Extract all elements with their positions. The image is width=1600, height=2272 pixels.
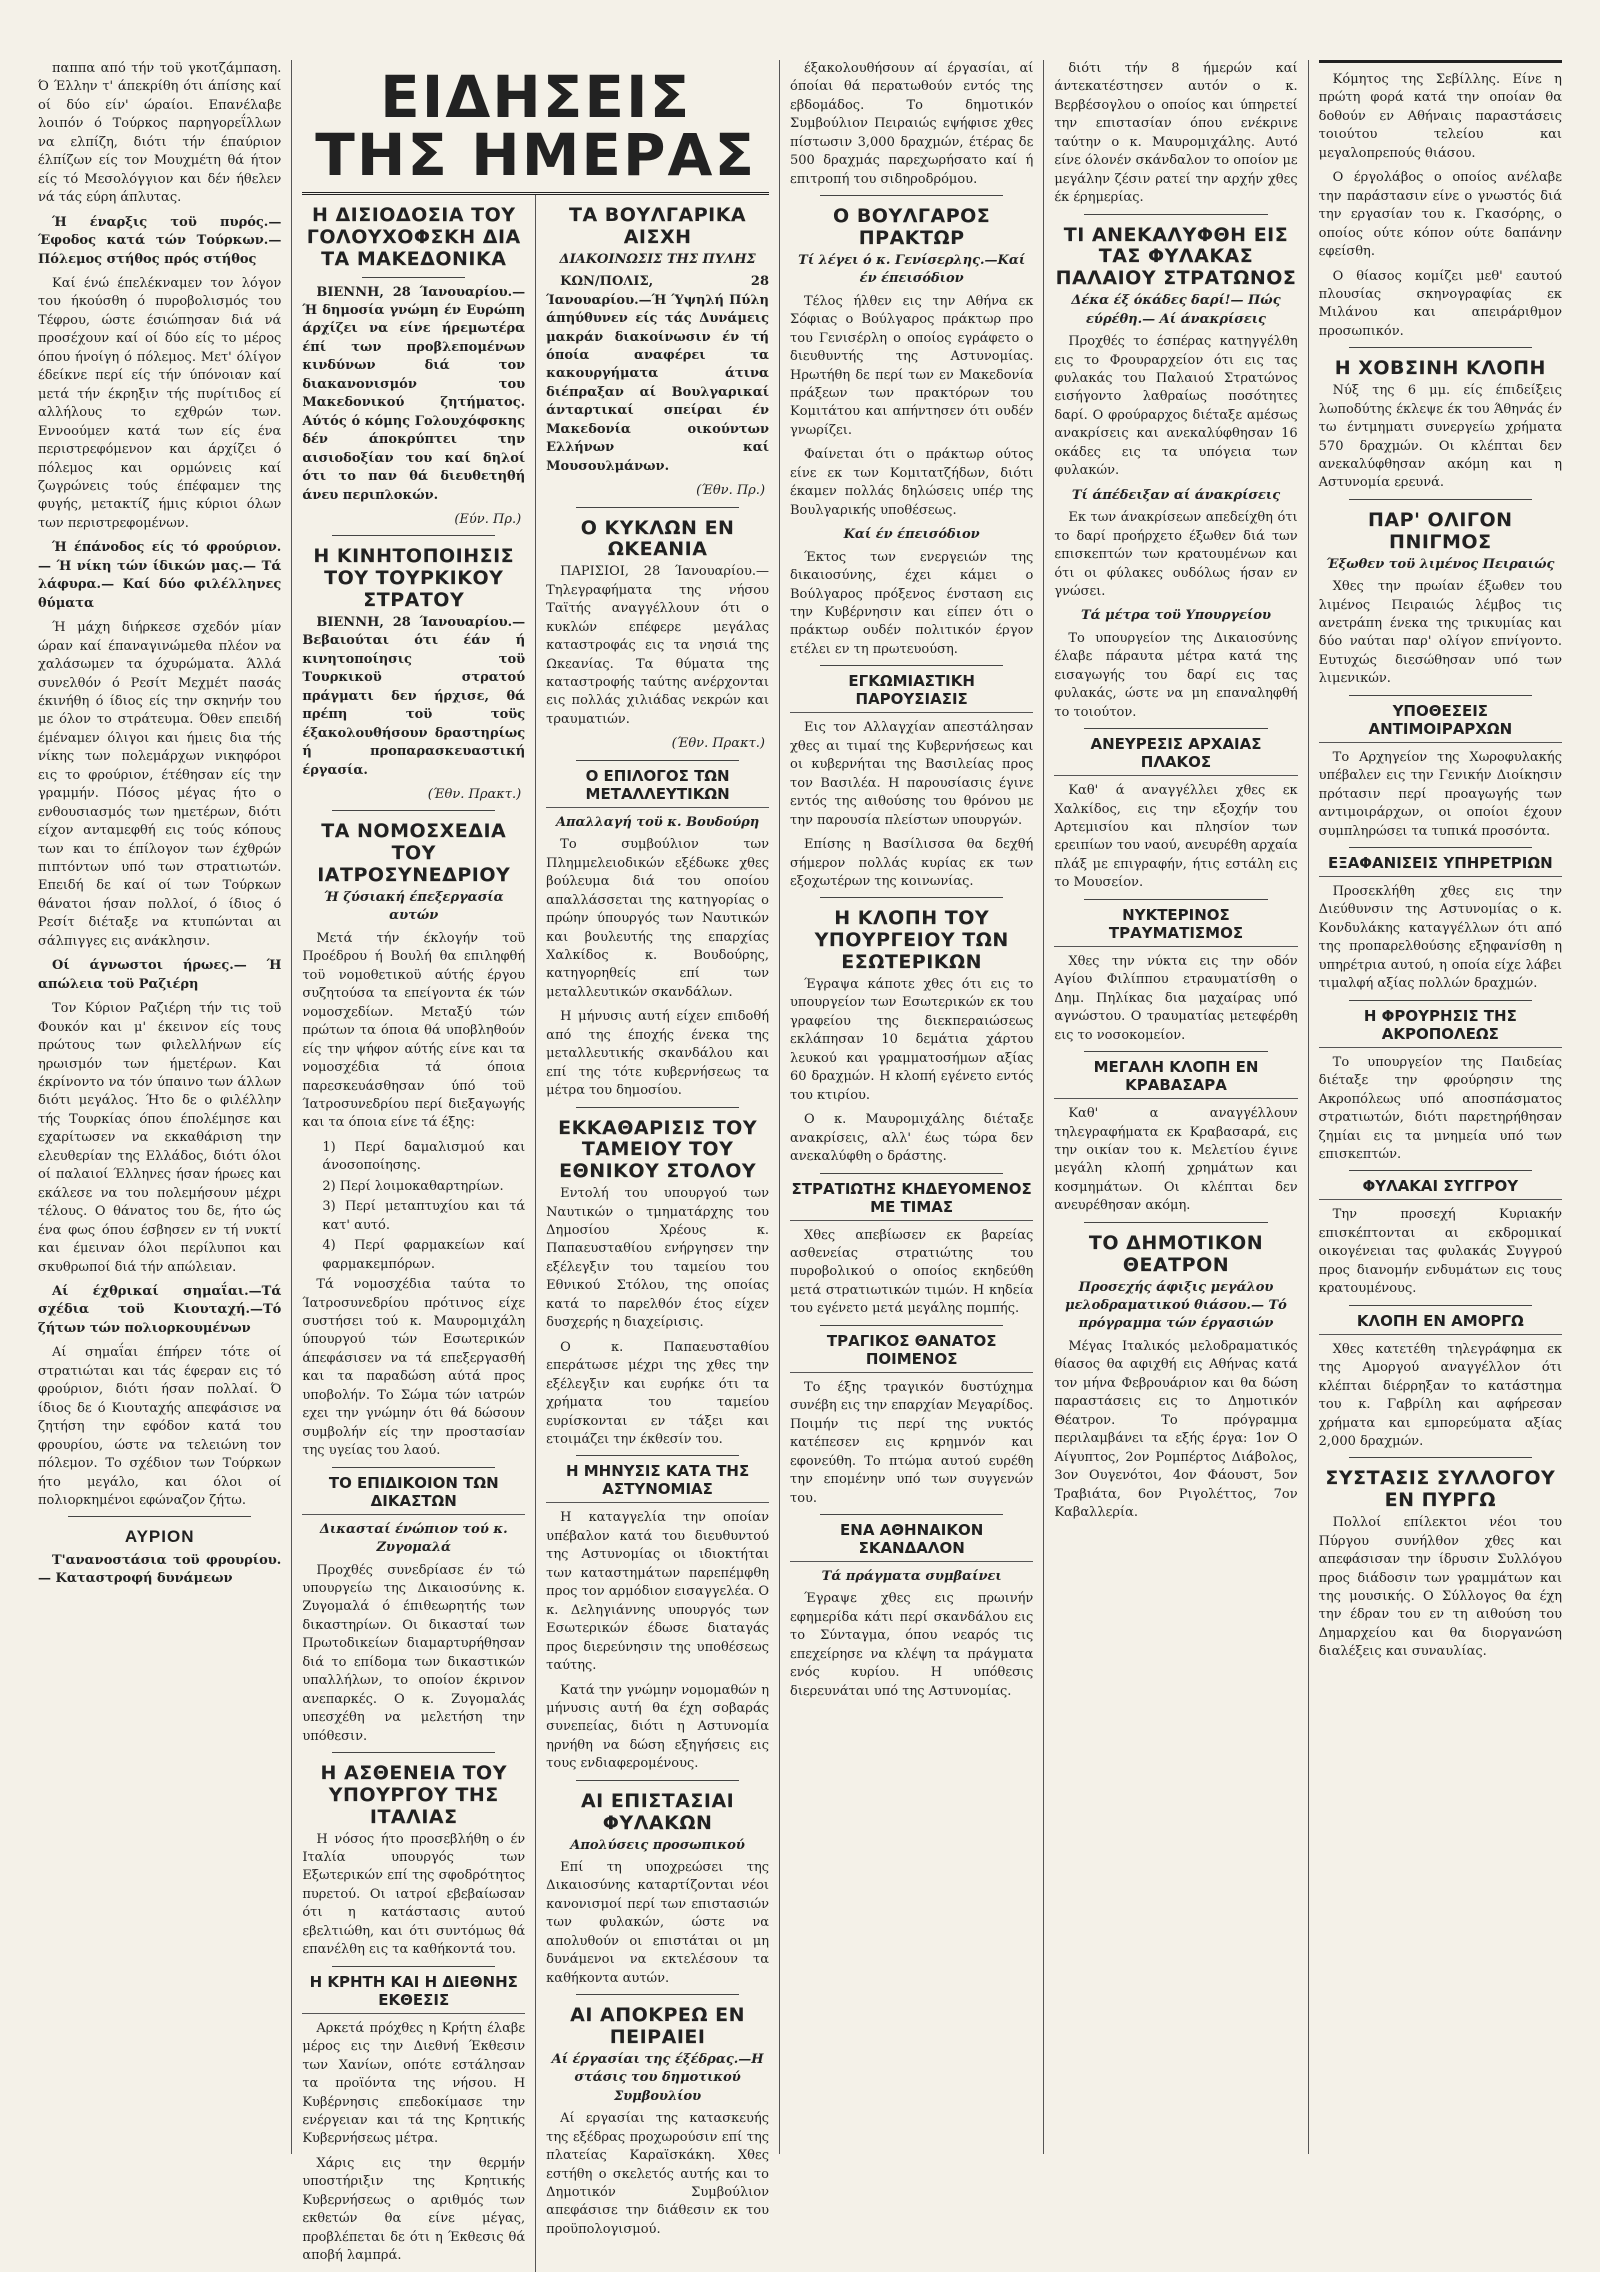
- article-headline: ΤΑ ΒΟΥΛΓΑΡΙΚΑ ΑΙΣΧΗ: [569, 204, 747, 248]
- divider: [332, 1966, 495, 1967]
- article-text: διότι τήν 8 ήμερών καί άντεκατέστησεν αυτόν ο κ. Βερβέσογλου ο οποίος και ύπηρετεί την επιστασίαν όπου ενέκρινε ταύτην ο κ. Μαυρομιχάλης. Αυτό είνε όλονέν σκάνδαλον το οποίον με μεγάλην ζέσιν ρατεί την αρχήν χθες έκ έρημερίας.: [1054, 61, 1298, 206]
- article-kicker: Τί άπέδειξαν αί άνακρίσεις: [1071, 487, 1281, 503]
- subheading: Ή έναρξις τοϋ πυρός.—Έφοδος κατά τών Τούρκων.— Πόλεμος στήθος πρός στήθος: [38, 214, 282, 267]
- divider: [1084, 899, 1267, 900]
- article-kicker: ΔΙΑΚΟΙΝΩΣΙΣ ΤΗΣ ΠΥΛΗΣ: [559, 251, 756, 267]
- article-text: Η καταγγελία την οποίαν υπέβαλον κατά του διευθυντού της Αστυνομίας οι ιδιοκτήται των καταστημάτων παρεπέμφθη προς τον αρμόδιον εισαγγελέα. Ο κ. Δεληγιάννης υπουργός των Εσωτερικών έδωσε διαταγάς προς διερεύνησιν της υποθέσεως ταύτης.: [546, 1510, 770, 1674]
- divider: [820, 1173, 1003, 1174]
- divider: [1084, 728, 1267, 729]
- divider: [820, 1325, 1003, 1326]
- subheading: Οί άγνωστοι ήρωες.— Ή απώλεια τοϋ Ραζιέρη: [38, 958, 282, 992]
- article-text: Καί ένώ έπελέκναμεν τον λόγον του ήκούσθη ό πυροβολισμός του Τέφρου, ώστε έσιώπησαν διά νά προσέχουν καί οί δύο είς το μέρος όπου ήνοίγη ό πόλεμος. Μετ' όλίγον έδείκνε περί είς τήν ύπόνοιαν καί μετά τήν έκρηξιν τής πυρίτιδος εί αλλήλους το εχθρών των. Εννοούμεν κατά των είς ένα περιστρεφόμενον και άρχίζει ό πόλεμος και ορμώνεις καί ζωγρώνεις τούς έπέφαμεν της φυγής, μετακτίζ ήμις κύριοι όλων των περιστρεφομένων.: [38, 275, 282, 531]
- article-text: ΠΑΡΙΣΙΟΙ, 28 Ίανουαρίου.—Τηλεγραφήματα της νήσου Ταϊτής αναγγέλλουν ότι ο κυκλών επέφερε μεγάλας καταστροφάς εις τα νησιά της Ωκεανίας. Τα θύματα της καταστροφής ταύτης ανέρχονται εις πολλάς χιλιάδας νεκρών και τραυματιών.: [546, 564, 770, 727]
- article-headline: ΜΕΓΑΛΗ ΚΛΟΠΗ ΕΝ ΚΡΑΒΑΣΑΡΑ: [1054, 1058, 1297, 1099]
- article-kicker: Απολύσεις προσωπικού: [570, 1837, 745, 1853]
- top-rule: [1319, 60, 1562, 63]
- article-headline: ΠΑΡ' ΟΛΙΓΟΝ ΠΝΙΓΜΟΣ: [1368, 508, 1513, 553]
- article-text: Επίσης η Βασίλισσα θα δεχθή σήμερον πολλάς κυρίας εκ των εξοχωτέρων της κοινωνίας.: [790, 837, 1034, 889]
- article-text: Η μήνυσις αυτή είχεν επιδοθή από της έποχής ένεκα της μεταλλευτικής σκανδάλου και επί της τότε κυβερνήσεως τα μέτρα του δημοσίου.: [546, 1009, 770, 1099]
- article-text: Έγραψε χθες εις πρωινήν εφημερίδα κάτι περί σκανδάλου εις το Σύνταγμα, όπου νεαρός τις επεχείρησε να κλέψη τα πράγματα ενός κυρίου. Η υπόθεσις διερευνάται υπό της Αστυνομίας.: [790, 1591, 1034, 1699]
- divider: [820, 195, 1003, 196]
- article-text: έξακολουθήσουν αί έργασίαι, αί όποίαι θά περατωθούν εντός της εβδομάδος. Το δημοτικόν Συμβούλιον Πειραιώς εψήφισε χθες πίστωσιν 3,000 δραχμών, έτέρας δε 500 δραχμάς παρεχωρήσατο καί ή επιτροπή του σιδηροδρόμου.: [790, 61, 1034, 187]
- article-headline: ΣΥΣΤΑΣΙΣ ΣΥΛΛΟΓΟΥ ΕΝ ΠΥΡΓΩ: [1325, 1467, 1556, 1512]
- article-text: Αί εργασίαι της κατασκευής της εξέδρας προχωρούσιν επί της πλατείας Καραϊσκάκη. Χθες εστήθη ο σκελετός αυτής και το Δημοτικόν Συμβούλιον απεφάσισε την διάθεσιν εκ του προϋπολογισμού.: [546, 2111, 770, 2237]
- divider: [332, 810, 495, 811]
- article-text: ΚΩΝ/ΠΟΛΙΣ, 28 Ίανουαρίου.—Ή Ύψηλή Πύλη άπηύθυνεν είς τάς Δυνάμεις μακράν διακοίνωσιν έν τή όποία αναφέρει τα κακουργήματα άτινα διέπραξαν αί Βουλγαρικαί άνταρτικαί σπείραι έν Μακεδονία οικούντων Ελλήνων καί Μουσουλμάνων.: [546, 274, 770, 474]
- article-text: Ο θίασος κομίζει μεθ' εαυτού πλουσίας σκηνογραφίας εκ Μιλάνου και απειράριθμον προσωπικόν.: [1318, 268, 1562, 339]
- divider: [1349, 347, 1532, 348]
- article-headline: ΝΥΚΤΕΡΙΝΟΣ ΤΡΑΥΜΑΤΙΣΜΟΣ: [1054, 906, 1297, 947]
- article-text: Προχθές το έσπέρας κατηγγέλθη εις το Φρουραρχείον ότι εις τας φυλακάς του Παλαιού Στρατώνος εισήγοντο λαθραίως ποσότητες δαρί. Ο φρούραρχος διέταξε αμέσως ανακρίσεις και ανεκαλύφθησαν 16 οκάδες εις τα υπόγεια των φυλακών.: [1054, 334, 1298, 479]
- divider: [820, 897, 1003, 898]
- article-headline: Η ΜΗΝΥΣΙΣ ΚΑΤΑ ΤΗΣ ΑΣΤΥΝΟΜΙΑΣ: [546, 1462, 769, 1503]
- article-kicker: Τά πράγματα συμβαίνει: [821, 1568, 1002, 1584]
- article-text: Ο κ. Παπαευσταθίου επεράτωσε μέχρι της χθες την εξέλεγξιν και ευρήκε ότι τα χρήματα του ταμείου ευρίσκονται εν τάξει και ετοιμάζει την έκθεσίν του.: [546, 1339, 770, 1448]
- article-headline: ΑΙ ΕΠΙΣΤΑΣΙΑΙ ΦΥΛΑΚΩΝ: [580, 1789, 735, 1834]
- article-text: Κατά την γνώμην νομομαθών η μήνυσις αυτή θα έχη σοβαράς συνεπείας, διότι η Αστυνομία ηρνήθη να δώση εξηγήσεις εις τους ενδιαφερομένους.: [546, 1682, 770, 1772]
- divider: [576, 1455, 739, 1456]
- divider: [1084, 1222, 1267, 1223]
- article-headline: ΤΑ ΝΟΜΟΣΧΕΔΙΑ ΤΟΥ ΙΑΤΡΟΣΥΝΕΔΡΙΟΥ: [317, 820, 511, 887]
- article-headline: Η ΔΙΣΙΟΔΟΣΙΑ ΤΟΥ ΓΟΛΟΥΧΟΦΣΚΗ ΔΙΑ ΤΑ ΜΑΚΕΔΟΝΙΚΑ: [306, 204, 521, 270]
- article-text: Αρκετά πρόχθες η Κρήτη έλαβε μέρος εις την Διεθνή Έκθεσιν των Χανίων, οπότε εστάλησαν τα προϊόντα της νήσου. Η Κυβέρνησις επεδοκίμασε την ενέργειαν και τά της Κρητικής Κυβερνήσεως μέτρα.: [302, 2020, 526, 2147]
- tomorrow-sub: Τ'ανανοστάσια τοϋ φρουρίου.— Καταστροφή δυνάμεων: [38, 1552, 282, 1587]
- article-text: Χθες απεβίωσεν εκ βαρείας ασθενείας στρατιώτης του πυροβολικού ο οποίος εκηδεύθη μετά στρατιωτικών τιμών. Η κηδεία του εγένετο μετά μεγάλης πομπής.: [790, 1227, 1034, 1317]
- divider: [332, 1467, 495, 1468]
- divider: [576, 507, 739, 508]
- article-text: παππα από τήν τοϋ γκοτζάμπαση. Ό Έλλην τ' άπεκρίθη ότι άπίσης καί οί δύο είν' ώραίοι. Επανέλαβε λοιπόν ό Τούρκος παρηγορεΐλλων να ελπίζη, διότι τήν έπαύριον έλπίζων είς τον Μουχμέτη θά ήτον είς τό Μεσολόγγιον και δέν ήθελεν νά τάς εύρη άπλυτας.: [38, 61, 282, 206]
- article-text: Χθες την νύκτα εις την οδόν Αγίου Φιλίππου ετραυματίσθη ο Δημ. Πηλίκας δια μαχαίρας υπό αγνώστου. Ο τραυματίας μετεφέρθη εις το νοσοκομείον.: [1054, 953, 1298, 1043]
- article-text: Φαίνεται ότι ο πράκτωρ ούτος είνε εκ των Κομιτατζήδων, διότι έκαμεν πολλάς δηλώσεις υπέρ της Βουλγαρικής υποθέσεως.: [790, 447, 1034, 518]
- list-item: 1) Περί δαμαλισμού και άνοσοποίησης.: [322, 1139, 526, 1174]
- article-text: Το υπουργείον της Παιδείας διέταξε την φρούρησιν της Ακροπόλεως υπό αποσπάσματος στρατιωτών, διότι παρετηρήθησαν ζημίαι εις τα μνημεία υπό των επισκεπτών.: [1318, 1054, 1562, 1163]
- article-text: Την προσεχή Κυριακήν επισκέπτονται αι εκδρομικαί οικογένειαι τας φυλακάς Συγγρού προς διανομήν ενδυμάτων εις τους κρατουμένους.: [1318, 1207, 1562, 1297]
- list-item: 2) Περί λοιμοκαθαρτηρίων.: [322, 1178, 504, 1194]
- divider: [332, 535, 495, 536]
- article-headline: ΕΓΚΩΜΙΑΣΤΙΚΗ ΠΑΡΟΥΣΙΑΣΙΣ: [790, 672, 1033, 713]
- column-2: [292, 195, 535, 2272]
- article-headline: ΕΝΑ ΑΘΗΝΑΙΚΟΝ ΣΚΑΝΔΑΛΟΝ: [790, 1521, 1033, 1562]
- divider: [820, 1514, 1003, 1515]
- article-text: Το Αρχηγείον της Χωροφυλακής υπέβαλεν εις την Γενικήν Διοίκησιν πρότασιν περί προαγωγής των αντιμοιράρχων, οι οποίοι έχουν συμπληρώσει τα τυπικά προσόντα.: [1318, 749, 1562, 839]
- news-of-the-day-section: [291, 60, 779, 2264]
- list-item: 3) Περί μεταπτυχίου και τά κατ' αυτό.: [322, 1199, 526, 1233]
- divider: [576, 1780, 739, 1781]
- article-text: Τέλος ήλθεν εις την Αθήνα εκ Σόφιας ο Βούλγαρος πράκτωρ προ του Γενισέρλη ο οποίος εγράφετο ο διευθυντής της Αστυνομίας. Ηρωτήθη δε περί των εν Μακεδονία πράξεων των πρακτόρων του Κομιτάτου και απήντησεν ότι ουδέν γνωρίζει.: [790, 293, 1034, 438]
- article-kicker: Τά μέτρα τοϋ Υπουργείου: [1080, 608, 1272, 624]
- divider: [68, 1516, 251, 1517]
- article-text: Νύξ της 6 μμ. είς έπιδείξεις λωποδύτης έκλεψε έκ του Άθηνάς έν τω έντμηματι συνεργείω χρήματα 570 δραχμών. Οι κλέπται δεν ανεκαλύφθησαν ακόμη και η Αστυνομία ερευνά.: [1318, 383, 1562, 491]
- divider: [1349, 1305, 1532, 1306]
- masthead: ΕΙΔΗΣΕΙΣ ΤΗΣ ΗΜΕΡΑΣ: [302, 60, 769, 195]
- article-kicker: Προσεχής άφιξις μεγάλου μελοδραματικού θιάσου.— Τό πρόγραμμα τών έργασιών: [1065, 1279, 1287, 1332]
- article-headline: Η ΦΡΟΥΡΗΣΙΣ ΤΗΣ ΑΚΡΟΠΟΛΕΩΣ: [1319, 1007, 1562, 1048]
- article-headline: ΣΤΡΑΤΙΩΤΗΣ ΚΗΔΕΥΟΜΕΝΟΣ ΜΕ ΤΙΜΑΣ: [790, 1180, 1033, 1221]
- article-text: Ή μάχη διήρκεσε σχεδόν μίαν ώραν καί έπαναγινώμεθα πλέον να χαλάσωμεν τα όχυρώματα. Άλλά συνελθόν ό Ρεσίτ Μεχμέτ πασάς έκινήθη ό ίδιος είς την σκηνήν του με όλον το στράτευμα. Όθεν επειδή έμέναμεν όλιγοι και ήμεις δια τής νίκης των πολεμάρχων νικηφόροι εις το φρούριον, έτέθησαν είς την γραμμήν. Πόσος μέγας ήτο ο ενθουσιασμός των ημετέρων, διότι είχον ανταμεφθή εις τούς κόπους των και το έπίλογον των έχθρών πιπτόντων υπό των στρατιωτών. Επειδή δε καί οί των Τούρκων θάνατοι ήσαν πολλοί, ό ίδιος ό Ρεσίτ διέταξε να κτυπώνται αι σάλπιγγες εις ανάκλησιν.: [38, 620, 282, 949]
- article-headline: ΤΙ ΑΝΕΚΑΛΥΦΘΗ ΕΙΣ ΤΑΣ ΦΥΛΑΚΑΣ ΠΑΛΑΙΟΥ ΣΤΡΑΤΩΝΟΣ: [1055, 223, 1297, 290]
- article-text: Χθες την πρωίαν έξωθεν του λιμένος Πειραιώς λέμβος τις ανετράπη ένεκα της τρικυμίας και δύο ναύται παρ' ολίγον επνίγοντο. Ευτυχώς διεσώθησαν υπό των λιμενικών.: [1318, 579, 1562, 687]
- article-text: Καθ' ά αναγγέλλει χθες εκ Χαλκίδος, εις την εξοχήν του Αρτεμισίου και πλησίον των ερειπίων του ναού, ανευρέθη αρχαία πλάξ με επιγραφήν, ήτις εστάλη εις το Μουσείον.: [1054, 783, 1298, 891]
- article-headline: ΤΟ ΕΠΙΔΙΚΟΙΟΝ ΤΩΝ ΔΙΚΑΣΤΩΝ: [302, 1474, 525, 1515]
- article-kicker: Τί λέγει ό κ. Γενίσερλης.—Καί έν έπεισόδιον: [798, 252, 1026, 287]
- article-text: Ο κ. Μαυρομιχάλης διέταξε ανακρίσεις, αλλ' έως τώρα δεν ανεκαλύφθη ο δράστης.: [790, 1112, 1034, 1165]
- article-text: Χθες κατετέθη τηλεγράφημα εκ της Αμοργού αναγγέλλον ότι κλέπται διέρρηξαν το κατάστημα του κ. Γαβρίλη και αφήρεσαν χρήματα και εμπορεύματα αξίας 2,000 δραχμών.: [1318, 1341, 1562, 1449]
- article-headline: Ο ΕΠΙΛΟΓΟΣ ΤΩΝ ΜΕΤΑΛΛΕΥΤΙΚΩΝ: [546, 767, 769, 808]
- article-text: Έγραψα κάποτε χθες ότι εις το υπουργείον των Εσωτερικών εκ του γραφείου της διεκπεραιώσεως εκλάπησαν 10 δεμάτια χάρτου λευκού και γραμματοσήμων αξίας 60 δραχμών. Η κλοπή εγένετο εντός του κτιρίου.: [790, 976, 1034, 1103]
- divider: [1084, 214, 1267, 215]
- article-text: Έκτος των ενεργειών της δικαιοσύνης, έχει κάμει ο Βούλγαρος πρόξενος ένσταση εις την Κυβέρνησιν και είπεν ότι ο πράκτωρ ουδέν πολιτικόν έργον ετέλει εν τη πρωτευούση.: [790, 549, 1034, 657]
- columns: [28, 60, 1572, 2264]
- article-kicker: Έξωθεν τοϋ λιμένος Πειραιώς: [1326, 556, 1555, 572]
- byline: (Έθν. Πρακτ.): [671, 736, 766, 752]
- subheading: Ή έπάνοδος είς τό φρούριον.— Ή νίκη τών ίδικών μας.— Τά λάφυρα.— Καί δύο φιλέλληνες θύματα: [38, 540, 282, 611]
- article-headline: ΤΟ ΔΗΜΟΤΙΚΟΝ ΘΕΑΤΡΟΝ: [1088, 1231, 1264, 1276]
- article-text: ΒΙΕΝΝΗ, 28 Ίανουαρίου.—Ή δημοσία γνώμη έν Ευρώπη άρχίζει να είνε ήρεμωτέρα έπί των προβλεπομένων κινδύνων διά τον διακανονισμόν του Μακεδονικού ζητήματος. Αύτός ό κόμης Γολουχόφσκης δέν άποκρύπτει την αισιοδοξίαν του καί δηλοί ότι το παν θά διευθετηθή άνευ περιπλοκών.: [302, 284, 526, 503]
- article-kicker: Δέκα έξ όκάδες δαρί!— Πώς εύρέθη.— Αί άνακρίσεις: [1071, 293, 1281, 327]
- article-text: Κόμητος της Σεβίλλης. Είνε η πρώτη φορά κατά την οποίαν θα δοθούν εν Αθήναις παραστάσεις τοιούτου τελείου και μεγαλοπρεπούς θιάσου.: [1318, 72, 1562, 161]
- column-3: [535, 195, 779, 2272]
- divider: [1349, 1170, 1532, 1171]
- article-text: Η νόσος ήτο προσεβλήθη ο έν Ιταλία υπουργός των Εξωτερικών επί της σφοδρότητος πυρετού. Οι ιατροί εβεβαίωσαν ότι η κατάστασις αυτού εβελτιώθη, και ότι συντόμως θά επανέλθη εις τα καθήκοντά του.: [302, 1831, 526, 1958]
- article-text: Εις τον Αλλαγχίαν απεστάλησαν χθες αι τιμαί της Κυβερνήσεως και οι κυβερνήται της Βασιλείας προς τον Βασιλέα. Η παρουσίασις έγινε εντός της αιθούσης του θρόνου με την παρουσία πλείστων υπουργών.: [790, 720, 1034, 828]
- article-text: Εκ των άνακρίσεων απεδείχθη ότι το δαρί προήρχετο έξωθεν διά των επισκεπτών των κρατουμένων και ότι οι φύλακες ουδόλως ήσαν εν γνώσει.: [1054, 510, 1298, 599]
- article-kicker: Ή ζύσιακή έπεξεργασία αυτών: [323, 890, 504, 924]
- article-text: Χάρις εις την θερμήν υποστήριξιν της Κρητικής Κυβερνήσεως ο αριθμός των εκθετών θα είνε μέγας, προβλέπεται δε ότι η Έκθεσις θά αποβή λαμπρά.: [302, 2155, 526, 2264]
- article-text: Καθ' α αναγγέλλουν τηλεγραφήματα εκ Κραβασαρά, εις την οικίαν του κ. Μελετίου έγινε μεγάλη κλοπή χρημάτων και κοσμημάτων. Οι κλέπται δεν ανευρέθησαν ακόμη.: [1054, 1106, 1298, 1214]
- divider: [1349, 1000, 1532, 1001]
- article-text: ΒΙΕΝΝΗ, 28 Ίανουαρίου.—Βεβαιούται ότι έάν ή κινητοποίησις τοϋ Τουρκικοϋ στρατού πράγματι δεν ήρχισε, θά πρέπη τοϋ τοϋς έξακολουθήσουν δραστηρίως ή προπαρασκευαστική έργασία.: [302, 614, 526, 778]
- article-headline: ΕΚΚΑΘΑΡΙΣΙΣ ΤΟΥ ΤΑΜΕΙΟΥ ΤΟΥ ΕΘΝΙΚΟΥ ΣΤΟΛΟΥ: [558, 1116, 758, 1183]
- article-text: Επί τη υποχρεώσει της Δικαιοσύνης καταρτίζονται νέοι κανονισμοί περί των επιστασιών των φυλακών, ώστε να απολυθούν οι επιστάται οι μη δυνάμενοι να εκτελέσουν τα καθήκοντα αυτών.: [546, 1859, 770, 1986]
- article-headline: Η ΑΣΘΕΝΕΙΑ ΤΟΥ ΥΠΟΥΡΓΟΥ ΤΗΣ ΙΤΑΛΙΑΣ: [320, 1762, 507, 1828]
- list-item: 4) Περί φαρμακείων καί φαρμακεμπόρων.: [322, 1238, 526, 1272]
- article-text: Πολλοί επίλεκτοι νέοι του Πύργου συνήλθον χθες και απεφάσισαν την ίδρυσιν Συλλόγου προς διάδοσιν των γραμμάτων και της μουσικής. Ο Σύλλογος θα έχη την έδραν του εν τη αιθούση του Δημαρχείου και θα διοργανώση διαλέξεις και συναυλίας.: [1318, 1515, 1562, 1660]
- divider: [1349, 847, 1532, 848]
- column-4: [779, 60, 1043, 2154]
- article-text: Τον Κύριον Ραζιέρη τήν τις τοϋ Φουκόν και μ' έκεινον είς τους πρώτους των φιλελλήνων είς ηρωισμόν των ήμετέρων. Και έκρίνοντο να τόν ύπαινο των άλλων διότι μεγάλος. Ήτο δε ο φιλέλλην τής Τουρκίας όπου έπολέμησε και εχαρίτωσεν να εκκαθάριση την ελευθερίαν της Ελλάδος, διότι όλοι οί παλαιοί Έλληνες ήσαν ήρωες και εκάλεσε να του πολεμήσουν μέχρι τέλους. Ο θάνατος του δε, ήτο ώς ένα φως όπου έσβησεν εν τή νυκτί και έμειναν όλοι περίλυποι και σκυθρωποί διά τήν απώλειαν.: [38, 1001, 282, 1275]
- article-headline: ΤΡΑΓΙΚΟΣ ΘΑΝΑΤΟΣ ΠΟΙΜΕΝΟΣ: [790, 1332, 1033, 1373]
- article-text: Προχθές συνεδρίασε έν τώ υπουργείω της Δικαιοσύνης κ. Ζυγομαλά ό έπιθεωρητής των δικαστηρίων. Οι δικασταί των Πρωτοδικείων διαμαρτυρήθησαν διά το επίδομα των δικαστικών υπαλλήλων, το οποίον έκρινον ανεπαρκές. Ο κ. Ζυγομαλάς υπεσχέθη να μελετήση την υπόθεσιν.: [302, 1562, 526, 1744]
- article-headline: ΚΛΟΠΗ ΕΝ ΑΜΟΡΓΩ: [1319, 1312, 1562, 1335]
- column-1: [28, 60, 291, 2154]
- article-headline: Η ΚΡΗΤΗ ΚΑΙ Η ΔΙΕΘΝΗΣ ΕΚΘΕΣΙΣ: [302, 1973, 525, 2014]
- divider: [576, 760, 739, 761]
- divider: [1349, 695, 1532, 696]
- divider: [1349, 1457, 1532, 1458]
- article-kicker: Δικασταί ένώπιον τού κ. Ζυγομαλά: [319, 1521, 508, 1556]
- tomorrow-heading: ΑΥΡΙΟΝ: [124, 1527, 195, 1547]
- divider: [1084, 1051, 1267, 1052]
- article-text: Μέγας Ιταλικός μελοδραματικός θίασος θα αφιχθή εις Αθήνας κατά τον μήνα Φεβρουάριον και θα δώση παραστάσεις εις το Δημοτικόν Θέατρον. Το πρόγραμμα περιλαμβάνει τα εξής έργα: 1ον Ο Αίγυπτος, 2ον Ρομπέρτος Διάβολος, 3ον Ουγενότοι, 4ον Φάουστ, 5ον Τραβιάτα, 6ον Ριγολέττος, 7ον Καβαλλερία.: [1054, 1338, 1298, 1520]
- divider: [576, 1994, 739, 1995]
- article-headline: ΦΥΛΑΚΑΙ ΣΥΓΓΡΟΥ: [1319, 1177, 1562, 1200]
- article-text: Τά νομοσχέδια ταύτα το Ίατροσυνεδρίου πρότινος είχε συστήσει τού κ. Μαυρομιχάλη ύπουργού τών Εσωτερικών άπεφάσισεν να τά επεξεργασθή και τα παραδώση αύτά προς υποβολήν. Το Σώμα τών ιατρών εχει την γνώμην ότι θά δώσουν συμβολήν είς την προστασίαν της υγείας του λαού.: [302, 1277, 526, 1459]
- article-kicker: Απαλλαγή τοϋ κ. Βουδούρη: [555, 814, 760, 830]
- article-text: Αί σημαΐαι έπήρεν τότε οί στρατιώται και τάς έφεραν εις τό φρούριον, διότι ήσαν πολλαί. Ό ίδιος δε ό Κιουταχής απεφάσισε να ζητήση την εφόδον κατά του φρουρίου, ώστε να τελειώνη τον πόλεμον. Το σχέδιον των Τούρκων ήτο μεγάλο, και όλοι οί πολιορκημένοι εφώναζον ζήτω.: [38, 1345, 282, 1508]
- byline: (Έθν. Πρακτ.): [427, 787, 522, 803]
- subheading: Αί έχθρικαί σημαΐαι.—Τά σχέδια τοϋ Κιουταχή.—Τό ζήτων τών πολιορκουμένων: [38, 1284, 282, 1336]
- article-headline: Ο ΚΥΚΛΩΝ ΕΝ ΩΚΕΑΝΙΑ: [580, 516, 735, 561]
- article-headline: ΑΙ ΑΠΟΚΡΕΩ ΕΝ ΠΕΙΡΑΙΕΙ: [570, 2004, 746, 2048]
- article-headline: Η ΧΟΒΣΙΝΗ ΚΛΟΠΗ: [1334, 357, 1546, 380]
- column-5: [1043, 60, 1307, 2154]
- article-text: Ο έργολάβος ο οποίος ανέλαβε την παράστασιν είνε ο γνωστός διά την εργασίαν του κ. Γκασόρης, ο οποίος ούτε κόπον ούτε δαπάνην εφείσθη.: [1318, 170, 1562, 260]
- divider: [820, 665, 1003, 666]
- article-text: Το έξης τραγικόν δυστύχημα συνέβη εις την επαρχίαν Μεγαρίδος. Ποιμήν τις περί της νυκτός κατέπεσεν εις κρημνόν και εφονεύθη. Το πτώμα αυτού ευρέθη την επομένην υπό των συγγενών του.: [790, 1379, 1034, 1506]
- article-text: Το υπουργείον της Δικαιοσύνης έλαβε πάραυτα μέτρα κατά της εισαγωγής του δαρί εις τας φυλακάς, ώστε να μη επαναληφθή το τοιούτον.: [1054, 630, 1298, 720]
- article-kicker: Καί έν έπεισόδιον: [843, 527, 980, 543]
- column-6: [1308, 60, 1572, 2154]
- news-columns: [292, 195, 779, 2272]
- article-headline: Η ΚΛΟΠΗ ΤΟΥ ΥΠΟΥΡΓΕΙΟΥ ΤΩΝ ΕΣΩΤΕΡΙΚΩΝ: [814, 907, 1009, 974]
- article-kicker: Αί έργασίαι της έξέδρας.—Η στάσις του δημοτικού Συμβουλίου: [551, 2051, 764, 2104]
- divider: [1349, 499, 1532, 500]
- article-text: Μετά τήν έκλογήν τοϋ Προέδρου ή Βουλή θα επιληφθή τοϋ νομοθετικοϋ αύτής έργου συζητούσα τα επείγοντα έκ τών νομοσχεδίων. Μεταξύ τών πρώτων τα όποια θά υποβληθούν είς την ψήφον αύτής είνε και τα νομοσχέδια τά όποια παρεσκευάσθησαν ύπό τοϋ Ίατροσυνεδρίου περί διεξαγωγής και τα όποια είνε τά έξης:: [302, 930, 526, 1131]
- article-text: Το συμβούλιον των Πλημμελειοδικών εξέδωκε χθες βούλευμα διά του οποίου απαλλάσσεται της κατηγορίας ο πρώην ύπουργός των Ναυτικών και βουλευτής της επαρχίας Χαλκίδος κ. Βουδούρης, κατηγορηθείς επί των μεταλλευτικών σκανδάλων.: [546, 837, 770, 1000]
- divider: [362, 277, 465, 278]
- byline: (Εύν. Πρ.): [454, 511, 522, 527]
- article-headline: Ο ΒΟΥΛΓΑΡΟΣ ΠΡΑΚΤΩΡ: [833, 205, 991, 250]
- divider: [576, 1107, 739, 1108]
- article-headline: ΑΝΕΥΡΕΣΙΣ ΑΡΧΑΙΑΣ ΠΛΑΚΟΣ: [1054, 735, 1297, 776]
- article-headline: ΥΠΟΘΕΣΕΙΣ ΑΝΤΙΜΟΙΡΑΡΧΩΝ: [1319, 702, 1562, 743]
- byline: (Έθν. Πρ.): [696, 483, 766, 499]
- article-headline: Η ΚΙΝΗΤΟΠΟΙΗΣΙΣ ΤΟΥ ΤΟΥΡΚΙΚΟΥ ΣΤΡΑΤΟΥ: [313, 545, 515, 612]
- divider: [332, 1752, 495, 1753]
- article-text: Προσεκλήθη χθες εις την Διεύθυνσιν της Αστυνομίας ο κ. Κονδυλάκης καταγγέλλων ότι από της προπαρελθούσης εξηφανίσθη η υπηρέτρια αυτού, η οποία είχε λάβει τιμαλφή αξίας πολλών δραχμών.: [1318, 884, 1562, 992]
- article-text: Εντολή του υπουργού των Ναυτικών ο τμηματάρχης του Δημοσίου Χρέους κ. Παπαευσταθίου ενήργησεν την εξέλεγξιν του ταμείου του Εθνικού Στόλου, της οποίας κατά το παρελθόν έτος είχεν δυσχερής η διαχείρισις.: [546, 1186, 770, 1331]
- article-headline: ΕΞΑΦΑΝΙΣΕΙΣ ΥΠΗΡΕΤΡΙΩΝ: [1319, 854, 1562, 877]
